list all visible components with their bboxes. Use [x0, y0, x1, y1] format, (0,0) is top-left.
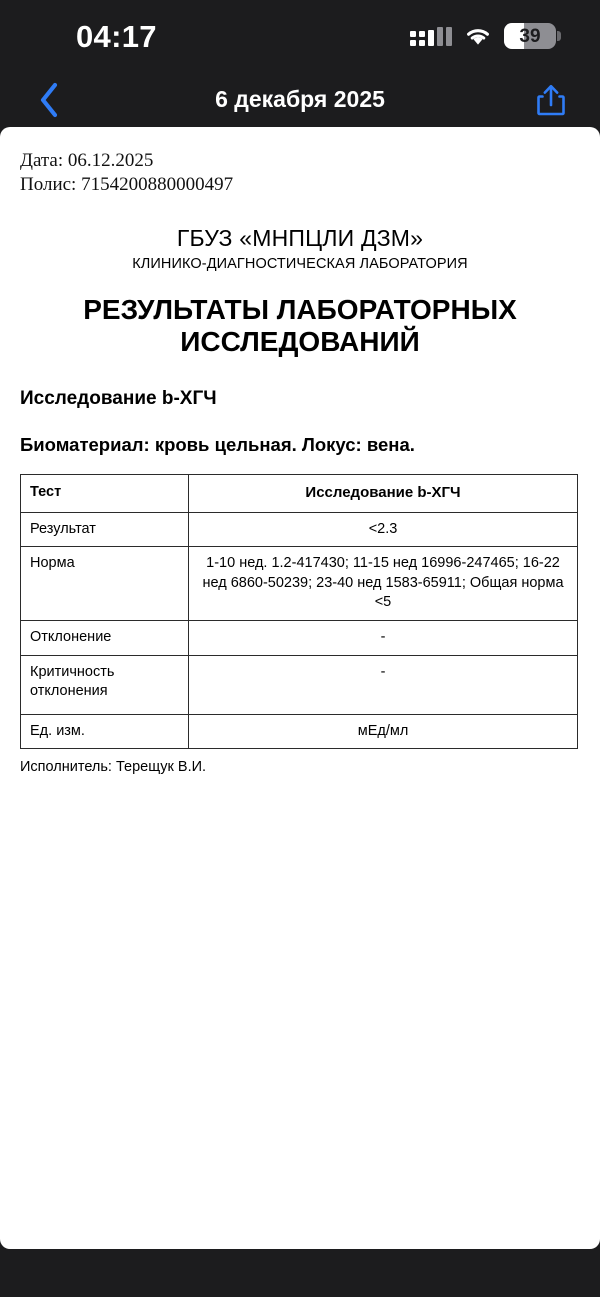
- table-row: [21, 512, 578, 547]
- row-value-result: <2.3: [189, 512, 578, 547]
- share-icon: [536, 83, 566, 117]
- row-value-norm: 1-10 нед. 1.2-417430; 11-15 нед 16996-247465; 16-22 нед 6860-50239; 23-40 нед 1583-65911; Общая норма <5: [189, 547, 578, 621]
- row-label-units: Ед. изм.: [21, 714, 189, 749]
- signal-dot: [410, 40, 416, 46]
- wifi-icon: [464, 26, 492, 47]
- page-title: 6 декабря 2025: [215, 86, 385, 112]
- organization-name: ГБУЗ «МНПЦЛИ ДЗМ»: [176, 224, 424, 251]
- performer-line: Исполнитель: Терещук В.И.: [20, 759, 207, 776]
- document-policy: Полис: 7154200880000497: [20, 173, 234, 195]
- back-button[interactable]: [26, 77, 72, 123]
- table-row: [21, 547, 578, 621]
- document-title: [54, 294, 546, 358]
- navigation-bar: [0, 72, 600, 127]
- organization-subtitle: КЛИНИКО-ДИАГНОСТИЧЕСКАЯ ЛАБОРАТОРИЯ: [132, 256, 468, 273]
- signal-bar: [446, 27, 452, 46]
- battery-level-label: 39: [519, 25, 541, 47]
- status-bar: [0, 0, 600, 72]
- signal-bar: [428, 30, 434, 46]
- table-row: [21, 620, 578, 655]
- document-title-line-1: РЕЗУЛЬТАТЫ ЛАБОРАТОРНЫХ: [83, 294, 517, 326]
- signal-bar: [437, 27, 443, 46]
- document-title-line-2: ИССЛЕДОВАНИЙ: [180, 326, 420, 358]
- signal-dot: [419, 40, 425, 46]
- chevron-left-icon: [38, 82, 60, 118]
- status-bar-indicators: [410, 23, 556, 49]
- row-value-deviation: -: [189, 620, 578, 655]
- table-row: [21, 714, 578, 749]
- cellular-signal-icon: [410, 26, 452, 46]
- table-header-row: [21, 475, 578, 512]
- document-date: Дата: 06.12.2025: [20, 150, 154, 171]
- organization-block: [20, 225, 580, 273]
- battery-icon: [504, 23, 556, 49]
- table-row: [21, 655, 578, 714]
- row-label-norm: Норма: [21, 547, 189, 621]
- battery-cap: [557, 31, 561, 41]
- results-table: [20, 474, 578, 749]
- signal-dot: [410, 31, 416, 37]
- signal-dot: [419, 31, 425, 37]
- row-value-criticality: -: [189, 655, 578, 714]
- signal-dot-column-1: [410, 31, 416, 46]
- signal-dot-column-2: [419, 31, 425, 46]
- share-button[interactable]: [528, 77, 574, 123]
- row-label-criticality: Критичность отклонения: [21, 655, 189, 714]
- document-sheet[interactable]: [0, 127, 600, 1249]
- table-header-test: Тест: [21, 475, 189, 512]
- row-label-deviation: Отклонение: [21, 620, 189, 655]
- status-bar-time: 04:17: [76, 18, 157, 54]
- row-value-units: мЕд/мл: [189, 714, 578, 749]
- study-heading: Исследование b-ХГЧ: [20, 388, 217, 410]
- biomaterial-line: Биоматериал: кровь цельная. Локус: вена.: [20, 434, 415, 456]
- row-label-result: Результат: [21, 512, 189, 547]
- table-header-study: Исследование b-ХГЧ: [189, 475, 578, 512]
